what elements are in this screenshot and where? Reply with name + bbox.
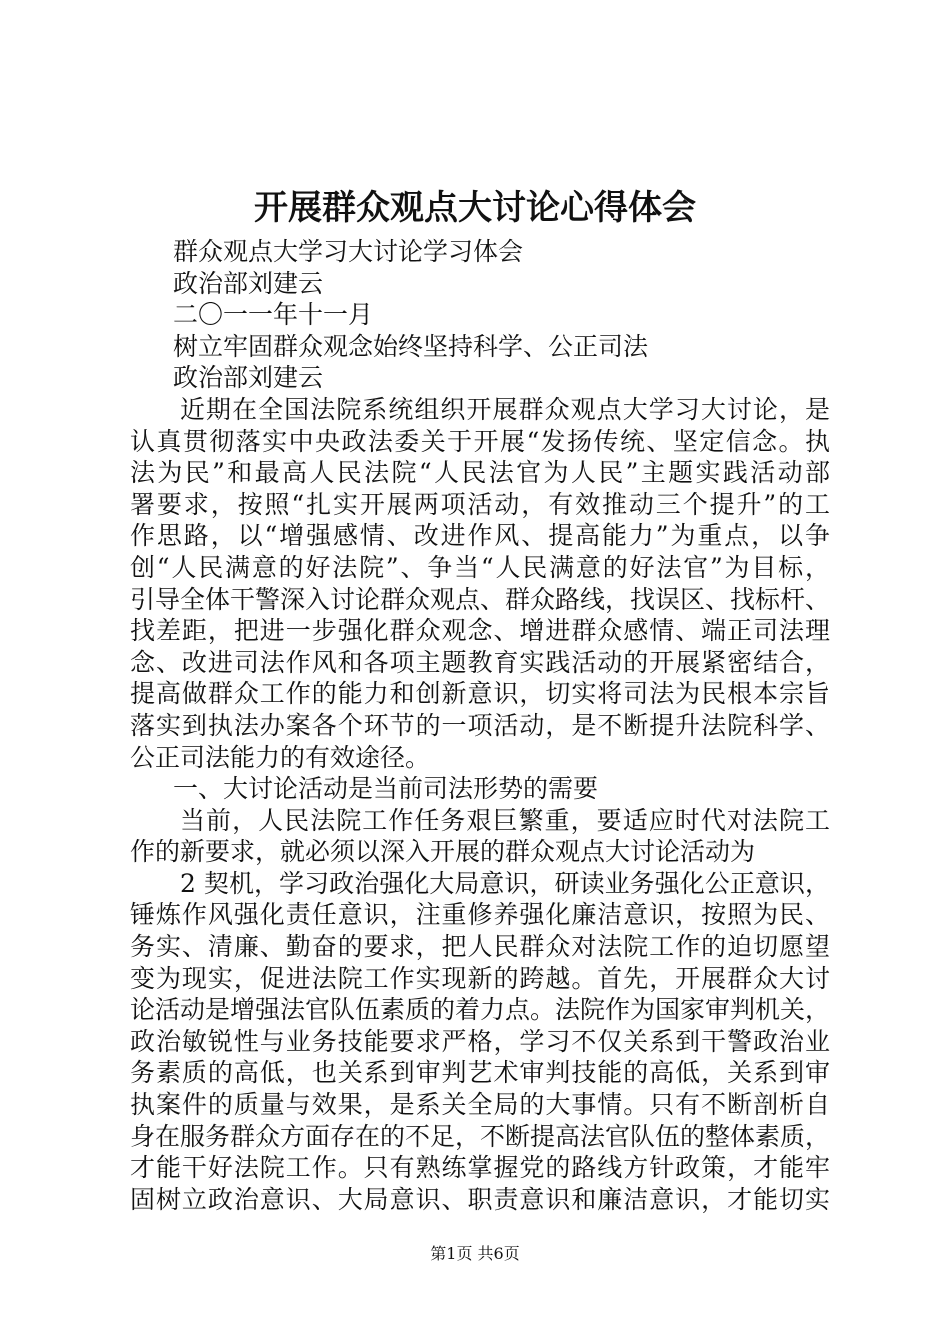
- paragraph-line: 执案件的质量与效果，是系关全局的大事情。只有不断剖析自: [130, 1090, 830, 1120]
- paragraph-line: 务实、清廉、勤奋的要求，把人民群众对法院工作的迫切愿望: [130, 932, 830, 962]
- heading-line: 树立牢固群众观念始终坚持科学、公正司法: [173, 331, 649, 361]
- paragraph-line: 提高做群众工作的能力和创新意识，切实将司法为民根本宗旨: [130, 679, 830, 709]
- section-heading: 一、大讨论活动是当前司法形势的需要: [173, 774, 599, 804]
- document-title: 开展群众观点大讨论心得体会: [254, 188, 696, 228]
- paragraph-line: 变为现实，促进法院工作实现新的跨越。首先，开展群众大讨: [130, 963, 830, 993]
- paragraph-line: 近期在全国法院系统组织开展群众观点大学习大讨论，是: [180, 394, 830, 424]
- paragraph-line: 创“人民满意的好法院”、争当“人民满意的好法官”为目标，: [130, 552, 830, 582]
- page-number-footer: 第1页 共6页: [430, 1244, 520, 1263]
- paragraph-line: 务素质的高低，也关系到审判艺术审判技能的高低，关系到审: [130, 1058, 830, 1088]
- paragraph-line: 作的新要求，就必须以深入开展的群众观点大讨论活动为: [130, 837, 756, 867]
- subtitle-line: 群众观点大学习大讨论学习体会: [173, 237, 524, 266]
- paragraph-line: 念、改进司法作风和各项主题教育实践活动的开展紧密结合，: [130, 647, 830, 677]
- author-line: 政治部刘建云: [173, 363, 324, 393]
- paragraph-line: 作思路，以“增强感情、改进作风、提高能力”为重点，以争: [130, 521, 830, 551]
- paragraph-line: 当前，人民法院工作任务艰巨繁重，要适应时代对法院工: [180, 805, 830, 835]
- paragraph-line: 落实到执法办案各个环节的一项活动，是不断提升法院科学、: [130, 710, 830, 740]
- author-line: 政治部刘建云: [173, 268, 324, 298]
- paragraph-line: 论活动是增强法官队伍素质的着力点。法院作为国家审判机关，: [130, 995, 831, 1025]
- paragraph-line: 2 契机，学习政治强化大局意识，研读业务强化公正意识，: [180, 868, 830, 898]
- paragraph-line: 引导全体干警深入讨论群众观点、群众路线，找误区、找标杆、: [130, 584, 831, 614]
- paragraph-line: 政治敏锐性与业务技能要求严格，学习不仅关系到干警政治业: [130, 1026, 830, 1056]
- paragraph-line: 才能干好法院工作。只有熟练掌握党的路线方针政策，才能牢: [130, 1153, 830, 1183]
- paragraph-line: 法为民”和最高人民法院“人民法官为人民”主题实践活动部: [130, 458, 830, 488]
- paragraph-line: 认真贯彻落实中央政法委关于开展“发扬传统、坚定信念。执: [130, 426, 830, 456]
- paragraph-line: 锤炼作风强化责任意识，注重修养强化廉洁意识，按照为民、: [130, 900, 830, 930]
- paragraph-line: 固树立政治意识、大局意识、职责意识和廉洁意识，才能切实: [130, 1184, 830, 1214]
- document-body: [130, 236, 830, 1215]
- paragraph-line: 公正司法能力的有效途径。: [130, 742, 431, 772]
- paragraph-line: 找差距，把进一步强化群众观念、增进群众感情、端正司法理: [130, 616, 830, 646]
- date-line: 二〇一一年十一月: [173, 300, 374, 330]
- paragraph-line: 署要求，按照“扎实开展两项活动，有效推动三个提升”的工: [130, 489, 830, 519]
- paragraph-line: 身在服务群众方面存在的不足，不断提高法官队伍的整体素质，: [130, 1121, 831, 1151]
